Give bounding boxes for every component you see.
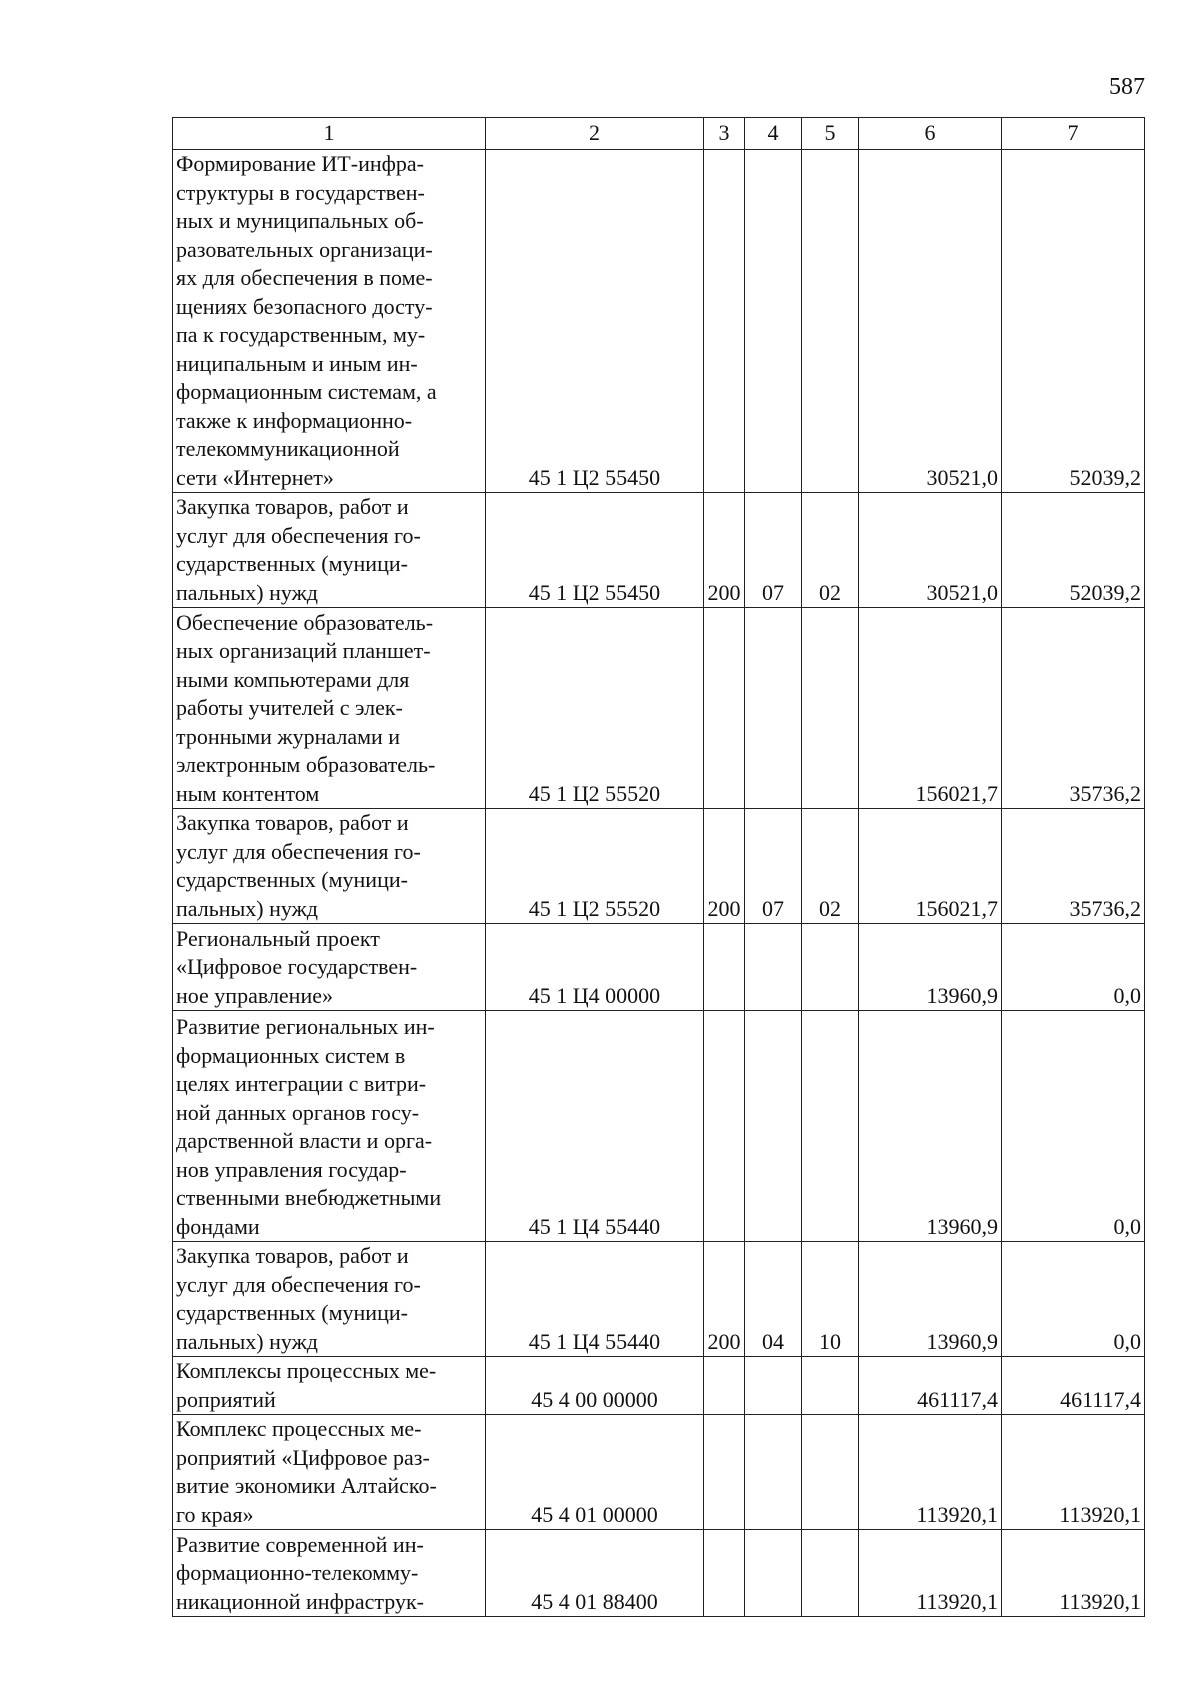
row-name-line: Формирование ИТ-инфра- xyxy=(176,151,424,176)
row-name-cell xyxy=(173,924,486,1011)
row-expense-type-cell: 200 xyxy=(704,1242,745,1357)
row-name-line: ях для обеспечения в поме- xyxy=(176,265,433,290)
row-name-cell xyxy=(173,809,486,924)
row-name-line: Закупка товаров, работ и xyxy=(176,810,409,835)
row-section-cell xyxy=(745,150,802,493)
row-name-line: сударственных (муници- xyxy=(176,1300,408,1325)
row-name-line: целях интеграции с витри- xyxy=(176,1071,427,1096)
table-body xyxy=(173,150,1145,1617)
row-expense-type-cell xyxy=(704,1011,745,1242)
row-expense-type-cell xyxy=(704,150,745,493)
column-header-2: 2 xyxy=(486,118,704,150)
row-name-line: формационных систем в xyxy=(176,1042,406,1068)
row-name-line: Закупка товаров, работ и xyxy=(176,494,409,519)
row-code-cell: 45 1 Ц2 55520 xyxy=(486,608,704,809)
row-subsection-cell xyxy=(802,150,859,493)
row-code-cell: 45 4 01 88400 xyxy=(486,1530,704,1617)
column-header-1: 1 xyxy=(173,118,486,150)
row-name-line: Закупка товаров, работ и xyxy=(176,1243,409,1268)
column-header-5: 5 xyxy=(802,118,859,150)
row-expense-type-cell: 200 xyxy=(704,493,745,608)
row-name-line: электронным образователь- xyxy=(176,752,436,777)
row-amount-col7-cell: 52039,2 xyxy=(1002,150,1145,493)
row-amount-col7-cell: 0,0 xyxy=(1002,1011,1145,1242)
row-name-line: ниципальным и иным ин- xyxy=(176,350,418,376)
table-row xyxy=(173,924,1145,1011)
row-section-cell xyxy=(745,1011,802,1242)
row-code-cell: 45 4 00 00000 xyxy=(486,1357,704,1415)
row-name-line: го края» xyxy=(176,1501,254,1527)
row-subsection-cell xyxy=(802,1011,859,1242)
row-name-line: Развитие современной ин- xyxy=(176,1531,424,1557)
row-name-cell xyxy=(173,608,486,809)
row-name-line: ной данных органов госу- xyxy=(176,1099,420,1125)
header-row xyxy=(173,118,1145,150)
row-name-line: формационным системам, а xyxy=(176,379,437,404)
row-amount-col6-cell: 30521,0 xyxy=(859,150,1002,493)
column-header-3: 3 xyxy=(704,118,745,150)
row-section-cell xyxy=(745,1530,802,1617)
row-name-line: Комплекс процессных ме- xyxy=(176,1416,422,1441)
row-name-line: телекоммуникационной xyxy=(176,436,400,461)
row-section-cell: 07 xyxy=(745,809,802,924)
row-amount-col6-cell: 13960,9 xyxy=(859,924,1002,1011)
row-name-line: структуры в государствен- xyxy=(176,179,425,205)
row-section-cell xyxy=(745,924,802,1011)
row-amount-col7-cell: 35736,2 xyxy=(1002,608,1145,809)
table-row xyxy=(173,608,1145,809)
row-name-line: формационно-телекомму- xyxy=(176,1560,419,1585)
row-subsection-cell xyxy=(802,1357,859,1415)
row-expense-type-cell xyxy=(704,1530,745,1617)
column-header-6: 6 xyxy=(859,118,1002,150)
row-name-line: Обеспечение образователь- xyxy=(176,609,434,635)
row-name-line: дарственной власти и орга- xyxy=(176,1128,433,1153)
row-section-cell xyxy=(745,1357,802,1415)
row-amount-col6-cell: 13960,9 xyxy=(859,1242,1002,1357)
row-section-cell xyxy=(745,608,802,809)
row-name-line: ным контентом xyxy=(176,780,320,806)
table-row xyxy=(173,150,1145,493)
row-name-line: работы учителей с элек- xyxy=(176,695,403,720)
row-name-line: услуг для обеспечения го- xyxy=(176,1271,421,1297)
row-name-line: Развитие региональных ин- xyxy=(176,1014,435,1039)
row-name-line: услуг для обеспечения го- xyxy=(176,522,421,548)
column-header-7: 7 xyxy=(1002,118,1145,150)
row-name-line: сударственных (муници- xyxy=(176,867,408,892)
row-name-cell xyxy=(173,1415,486,1530)
row-name-line: «Цифровое государствен- xyxy=(176,954,418,979)
table-row xyxy=(173,1530,1145,1617)
row-expense-type-cell: 200 xyxy=(704,809,745,924)
row-amount-col7-cell: 113920,1 xyxy=(1002,1415,1145,1530)
table-row xyxy=(173,493,1145,608)
row-name-line: ных организаций планшет- xyxy=(176,638,431,663)
row-name-line: также к информационно- xyxy=(176,407,413,433)
row-code-cell: 45 1 Ц2 55450 xyxy=(486,150,704,493)
row-subsection-cell: 02 xyxy=(802,809,859,924)
row-expense-type-cell xyxy=(704,1415,745,1530)
row-name-line: Региональный проект xyxy=(176,925,380,951)
row-amount-col6-cell: 156021,7 xyxy=(859,608,1002,809)
row-amount-col7-cell: 0,0 xyxy=(1002,924,1145,1011)
row-name-cell xyxy=(173,493,486,608)
row-name-line: нов управления государ- xyxy=(176,1156,407,1182)
row-name-line: ных и муниципальных об- xyxy=(176,208,424,233)
row-name-line: Комплексы процессных ме- xyxy=(176,1358,437,1383)
row-code-cell: 45 1 Ц2 55520 xyxy=(486,809,704,924)
row-expense-type-cell xyxy=(704,608,745,809)
row-name-line: ственными внебюджетными xyxy=(176,1185,442,1210)
row-name-cell xyxy=(173,1242,486,1357)
row-code-cell: 45 1 Ц2 55450 xyxy=(486,493,704,608)
row-name-line: ными компьютерами для xyxy=(176,666,410,692)
table-row xyxy=(173,1357,1145,1415)
row-name-line: сети «Интернет» xyxy=(176,464,334,490)
row-name-line: тронными журналами и xyxy=(176,723,401,749)
row-code-cell: 45 4 01 00000 xyxy=(486,1415,704,1530)
row-amount-col6-cell: 113920,1 xyxy=(859,1415,1002,1530)
row-name-line: пальных) нужд xyxy=(176,1328,319,1354)
table-row xyxy=(173,809,1145,924)
row-name-line: услуг для обеспечения го- xyxy=(176,838,421,864)
row-section-cell: 07 xyxy=(745,493,802,608)
row-name-cell xyxy=(173,1011,486,1242)
row-code-cell: 45 1 Ц4 55440 xyxy=(486,1011,704,1242)
table-row xyxy=(173,1415,1145,1530)
row-name-line: роприятий xyxy=(176,1386,276,1412)
row-amount-col6-cell: 113920,1 xyxy=(859,1530,1002,1617)
row-subsection-cell: 10 xyxy=(802,1242,859,1357)
row-subsection-cell xyxy=(802,608,859,809)
row-amount-col6-cell: 13960,9 xyxy=(859,1011,1002,1242)
budget-table xyxy=(172,117,1145,1617)
row-amount-col6-cell: 156021,7 xyxy=(859,809,1002,924)
row-name-cell xyxy=(173,1357,486,1415)
row-code-cell: 45 1 Ц4 00000 xyxy=(486,924,704,1011)
row-name-cell xyxy=(173,150,486,493)
row-name-line: па к государственным, му- xyxy=(176,322,426,347)
row-amount-col7-cell: 113920,1 xyxy=(1002,1530,1145,1617)
row-expense-type-cell xyxy=(704,924,745,1011)
row-name-line: разовательных организаци- xyxy=(176,236,433,262)
row-name-line: никационной инфраструк- xyxy=(176,1588,424,1614)
row-code-cell: 45 1 Ц4 55440 xyxy=(486,1242,704,1357)
row-amount-col7-cell: 52039,2 xyxy=(1002,493,1145,608)
row-section-cell: 04 xyxy=(745,1242,802,1357)
row-expense-type-cell xyxy=(704,1357,745,1415)
row-amount-col7-cell: 35736,2 xyxy=(1002,809,1145,924)
column-header-4: 4 xyxy=(745,118,802,150)
row-subsection-cell xyxy=(802,1530,859,1617)
row-subsection-cell xyxy=(802,1415,859,1530)
row-amount-col7-cell: 461117,4 xyxy=(1002,1357,1145,1415)
row-name-line: ное управление» xyxy=(176,982,333,1008)
row-name-cell xyxy=(173,1530,486,1617)
row-name-line: сударственных (муници- xyxy=(176,551,408,576)
row-section-cell xyxy=(745,1415,802,1530)
row-amount-col7-cell: 0,0 xyxy=(1002,1242,1145,1357)
page-number: 587 xyxy=(1109,74,1145,100)
table-row xyxy=(173,1011,1145,1242)
row-name-line: витие экономики Алтайско- xyxy=(176,1473,437,1498)
row-name-line: пальных) нужд xyxy=(176,895,319,921)
row-amount-col6-cell: 461117,4 xyxy=(859,1357,1002,1415)
row-amount-col6-cell: 30521,0 xyxy=(859,493,1002,608)
row-name-line: пальных) нужд xyxy=(176,579,319,605)
row-subsection-cell: 02 xyxy=(802,493,859,608)
row-name-line: фондами xyxy=(176,1213,260,1239)
row-name-line: роприятий «Цифровое раз- xyxy=(176,1444,430,1470)
row-subsection-cell xyxy=(802,924,859,1011)
row-name-line: щениях безопасного досту- xyxy=(176,293,433,319)
table-row xyxy=(173,1242,1145,1357)
